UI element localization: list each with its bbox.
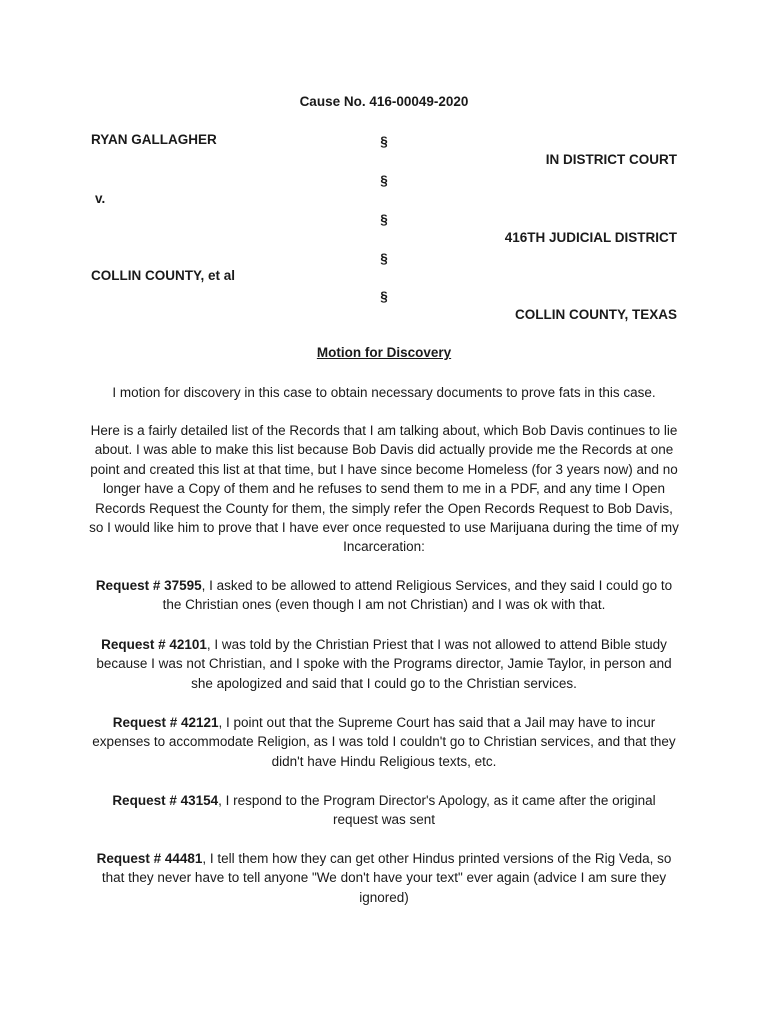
request-text: , I point out that the Supreme Court has said that a Jail may have to incur expenses to accommodate Religion, as I was told I couldn't go to Christian services, and that they didn't have Hindu Religious texts, etc. — [92, 715, 676, 769]
request-number: 42121 — [180, 715, 219, 730]
county-name: COLLIN COUNTY, TEXAS — [514, 307, 677, 322]
section-symbol: § — [380, 173, 388, 188]
motion-title: Motion for Discovery — [316, 345, 452, 360]
request-text: , I was told by the Christian Priest that I was not allowed to attend Bible study because I was not Christian, and I spoke with the Programs director, Jamie Taylor, in person and she apologized and said that I could go to the Christian services. — [96, 637, 672, 691]
request-label: Request # — [101, 637, 170, 652]
request-text: , I tell them how they can get other Hindus printed versions of the Rig Veda, so that they never have to tell anyone "We don't have your text" ever again (advice I am sure they ignored) — [101, 851, 672, 905]
request-number: 44481 — [164, 851, 203, 866]
request-item — [88, 713, 680, 771]
motion-detail: Here is a fairly detailed list of the Records that I am talking about, which Bob Davis continues to lie about. I was able to make this list because Bob Davis did actually provide me the Records at one point and created this list at that time, but I have since become Homeless (for 3 years now) and no longer have a Copy of them and he refuses to send them to me in a PDF, and any time I Open Records Request the County for them, the simply refer the Open Records Request to Bob Davis, so I would like him to prove that I have ever once requested to use Marijuana during the time of my Incarceration: — [89, 423, 679, 555]
request-label: Request # — [112, 715, 181, 730]
request-text: , I respond to the Program Director's Apology, as it came after the original request was sent — [218, 793, 656, 828]
request-item — [88, 635, 680, 693]
plaintiff-name: RYAN GALLAGHER — [91, 132, 217, 147]
request-label: Request # — [95, 578, 165, 593]
request-item — [88, 576, 680, 615]
judicial-district: 416TH JUDICIAL DISTRICT — [504, 230, 677, 245]
request-item — [88, 849, 680, 907]
section-symbol: § — [380, 212, 388, 227]
request-label: Request # — [112, 793, 181, 808]
section-symbol: § — [380, 251, 388, 266]
request-item — [88, 791, 680, 830]
cause-number: Cause No. 416-00049-2020 — [299, 94, 469, 109]
section-symbol: § — [380, 134, 388, 149]
request-text: , I asked to be allowed to attend Religious Services, and they said I could go to the Christian ones (even though I am not Christian) and I was ok with that. — [162, 578, 673, 613]
court-name: IN DISTRICT COURT — [545, 152, 677, 167]
versus-label: v. — [95, 191, 106, 206]
request-number: 42101 — [169, 637, 207, 652]
defendant-name: COLLIN COUNTY, et al — [91, 268, 236, 283]
request-label: Request # — [96, 851, 165, 866]
section-symbol: § — [380, 289, 388, 304]
request-number: 43154 — [180, 793, 219, 808]
request-number: 37595 — [164, 578, 202, 593]
motion-intro: I motion for discovery in this case to obtain necessary documents to prove fats in this case. — [112, 385, 656, 400]
